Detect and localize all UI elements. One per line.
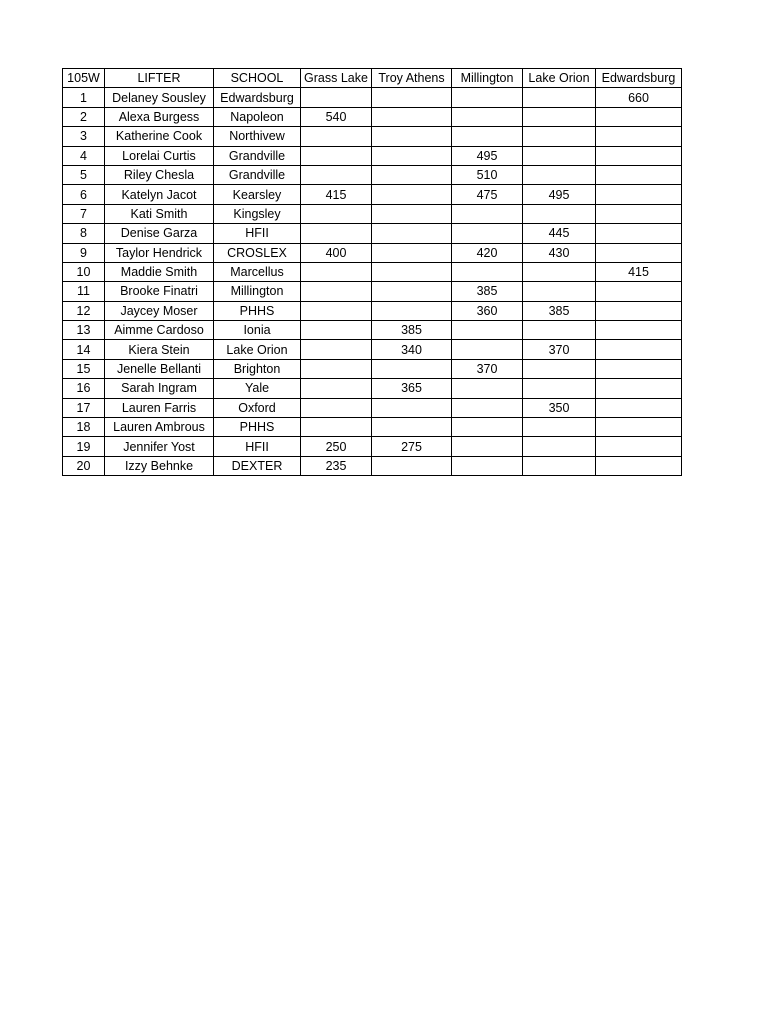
edwardsburg-cell [596,359,682,378]
grass-lake-cell: 235 [301,456,372,475]
millington-cell [452,127,523,146]
school-cell: Millington [214,282,301,301]
table-row [63,224,682,243]
lake-orion-cell [523,437,596,456]
lifter-cell: Kiera Stein [105,340,214,359]
school-cell: HFII [214,437,301,456]
grass-lake-cell [301,301,372,320]
school-cell: PHHS [214,301,301,320]
lifter-cell: Lauren Ambrous [105,418,214,437]
lifter-cell: Jenelle Bellanti [105,359,214,378]
edwardsburg-cell [596,437,682,456]
grass-lake-cell [301,418,372,437]
school-cell: Grandville [214,165,301,184]
grass-lake-cell: 540 [301,107,372,126]
header-cell-troy-athens: Troy Athens [372,69,452,88]
millington-cell: 475 [452,185,523,204]
lifter-cell: Kati Smith [105,204,214,223]
rank-cell: 19 [63,437,105,456]
edwardsburg-cell [596,185,682,204]
table-row [63,379,682,398]
rank-cell: 5 [63,165,105,184]
school-cell: Kearsley [214,185,301,204]
table-row [63,418,682,437]
millington-cell [452,321,523,340]
troy-athens-cell [372,398,452,417]
edwardsburg-cell [596,379,682,398]
lake-orion-cell [523,204,596,223]
rank-cell: 11 [63,282,105,301]
lake-orion-cell [523,262,596,281]
table-row [63,301,682,320]
school-cell: Grandville [214,146,301,165]
rank-cell: 3 [63,127,105,146]
edwardsburg-cell [596,243,682,262]
lake-orion-cell: 430 [523,243,596,262]
troy-athens-cell [372,301,452,320]
rank-cell: 9 [63,243,105,262]
millington-cell: 360 [452,301,523,320]
lake-orion-cell: 445 [523,224,596,243]
lifter-cell: Lorelai Curtis [105,146,214,165]
millington-cell: 510 [452,165,523,184]
millington-cell: 495 [452,146,523,165]
school-cell: Kingsley [214,204,301,223]
grass-lake-cell [301,321,372,340]
edwardsburg-cell [596,321,682,340]
troy-athens-cell [372,418,452,437]
lifter-cell: Maddie Smith [105,262,214,281]
lifter-cell: Sarah Ingram [105,379,214,398]
header-cell-lifter: LIFTER [105,69,214,88]
troy-athens-cell: 275 [372,437,452,456]
lifter-cell: Izzy Behnke [105,456,214,475]
grass-lake-cell [301,398,372,417]
millington-cell: 370 [452,359,523,378]
millington-cell [452,379,523,398]
edwardsburg-cell [596,107,682,126]
troy-athens-cell [372,146,452,165]
rank-cell: 14 [63,340,105,359]
troy-athens-cell: 385 [372,321,452,340]
edwardsburg-cell [596,127,682,146]
millington-cell: 420 [452,243,523,262]
millington-cell [452,437,523,456]
lifter-cell: Jennifer Yost [105,437,214,456]
lake-orion-cell [523,88,596,107]
grass-lake-cell [301,165,372,184]
grass-lake-cell [301,88,372,107]
millington-cell [452,224,523,243]
grass-lake-cell [301,359,372,378]
rank-cell: 1 [63,88,105,107]
school-cell: Napoleon [214,107,301,126]
troy-athens-cell [372,88,452,107]
lifter-cell: Taylor Hendrick [105,243,214,262]
table-row [63,165,682,184]
troy-athens-cell [372,282,452,301]
troy-athens-cell [372,165,452,184]
school-cell: Northivew [214,127,301,146]
results-table [62,68,682,476]
table-row [63,262,682,281]
troy-athens-cell [372,204,452,223]
lifter-cell: Katelyn Jacot [105,185,214,204]
millington-cell [452,340,523,359]
lake-orion-cell [523,282,596,301]
millington-cell [452,107,523,126]
table-row [63,107,682,126]
grass-lake-cell: 415 [301,185,372,204]
grass-lake-cell [301,146,372,165]
school-cell: Yale [214,379,301,398]
table-row [63,146,682,165]
table-row [63,127,682,146]
table-row [63,243,682,262]
header-cell-lake-orion: Lake Orion [523,69,596,88]
rank-cell: 10 [63,262,105,281]
school-cell: Marcellus [214,262,301,281]
grass-lake-cell [301,127,372,146]
school-cell: Brighton [214,359,301,378]
lake-orion-cell [523,359,596,378]
rank-cell: 6 [63,185,105,204]
troy-athens-cell [372,262,452,281]
header-cell-edwardsburg: Edwardsburg [596,69,682,88]
school-cell: Lake Orion [214,340,301,359]
troy-athens-cell [372,243,452,262]
school-cell: Ionia [214,321,301,340]
lifter-cell: Jaycey Moser [105,301,214,320]
troy-athens-cell [372,107,452,126]
school-cell: DEXTER [214,456,301,475]
table-row [63,437,682,456]
lifter-cell: Denise Garza [105,224,214,243]
millington-cell [452,204,523,223]
grass-lake-cell [301,224,372,243]
millington-cell [452,262,523,281]
edwardsburg-cell [596,282,682,301]
table-row [63,88,682,107]
table-row [63,456,682,475]
table-row [63,204,682,223]
lifter-cell: Katherine Cook [105,127,214,146]
lifter-cell: Alexa Burgess [105,107,214,126]
rank-cell: 2 [63,107,105,126]
rank-cell: 18 [63,418,105,437]
troy-athens-cell [372,127,452,146]
edwardsburg-cell [596,301,682,320]
table-row [63,398,682,417]
lake-orion-cell [523,127,596,146]
millington-cell [452,456,523,475]
lake-orion-cell [523,107,596,126]
lake-orion-cell [523,379,596,398]
millington-cell [452,398,523,417]
grass-lake-cell [301,340,372,359]
lifter-cell: Lauren Farris [105,398,214,417]
troy-athens-cell: 365 [372,379,452,398]
lake-orion-cell: 385 [523,301,596,320]
school-cell: HFII [214,224,301,243]
lifter-cell: Delaney Sousley [105,88,214,107]
grass-lake-cell: 400 [301,243,372,262]
header-row [63,69,682,88]
lake-orion-cell [523,165,596,184]
lake-orion-cell: 495 [523,185,596,204]
rank-cell: 16 [63,379,105,398]
millington-cell [452,88,523,107]
troy-athens-cell: 340 [372,340,452,359]
edwardsburg-cell [596,340,682,359]
header-cell-school: SCHOOL [214,69,301,88]
header-cell-grass-lake: Grass Lake [301,69,372,88]
rank-cell: 12 [63,301,105,320]
rank-cell: 20 [63,456,105,475]
table-row [63,359,682,378]
grass-lake-cell [301,204,372,223]
lake-orion-cell [523,456,596,475]
header-cell-millington: Millington [452,69,523,88]
edwardsburg-cell [596,398,682,417]
rank-cell: 8 [63,224,105,243]
grass-lake-cell: 250 [301,437,372,456]
table-row [63,282,682,301]
millington-cell: 385 [452,282,523,301]
lake-orion-cell [523,418,596,437]
lifter-cell: Riley Chesla [105,165,214,184]
spreadsheet-page [62,68,682,476]
edwardsburg-cell: 660 [596,88,682,107]
edwardsburg-cell [596,146,682,165]
lake-orion-cell: 370 [523,340,596,359]
lake-orion-cell: 350 [523,398,596,417]
grass-lake-cell [301,282,372,301]
troy-athens-cell [372,185,452,204]
lake-orion-cell [523,146,596,165]
school-cell: CROSLEX [214,243,301,262]
lifter-cell: Brooke Finatri [105,282,214,301]
troy-athens-cell [372,456,452,475]
school-cell: Edwardsburg [214,88,301,107]
school-cell: PHHS [214,418,301,437]
edwardsburg-cell [596,165,682,184]
lake-orion-cell [523,321,596,340]
edwardsburg-cell [596,456,682,475]
troy-athens-cell [372,224,452,243]
table-row [63,321,682,340]
edwardsburg-cell [596,418,682,437]
rank-cell: 15 [63,359,105,378]
edwardsburg-cell: 415 [596,262,682,281]
rank-cell: 17 [63,398,105,417]
millington-cell [452,418,523,437]
rank-cell: 7 [63,204,105,223]
edwardsburg-cell [596,224,682,243]
lifter-cell: Aimme Cardoso [105,321,214,340]
header-cell-weight-class: 105W [63,69,105,88]
school-cell: Oxford [214,398,301,417]
rank-cell: 4 [63,146,105,165]
table-body [63,88,682,476]
edwardsburg-cell [596,204,682,223]
table-row [63,340,682,359]
grass-lake-cell [301,262,372,281]
rank-cell: 13 [63,321,105,340]
troy-athens-cell [372,359,452,378]
table-row [63,185,682,204]
grass-lake-cell [301,379,372,398]
